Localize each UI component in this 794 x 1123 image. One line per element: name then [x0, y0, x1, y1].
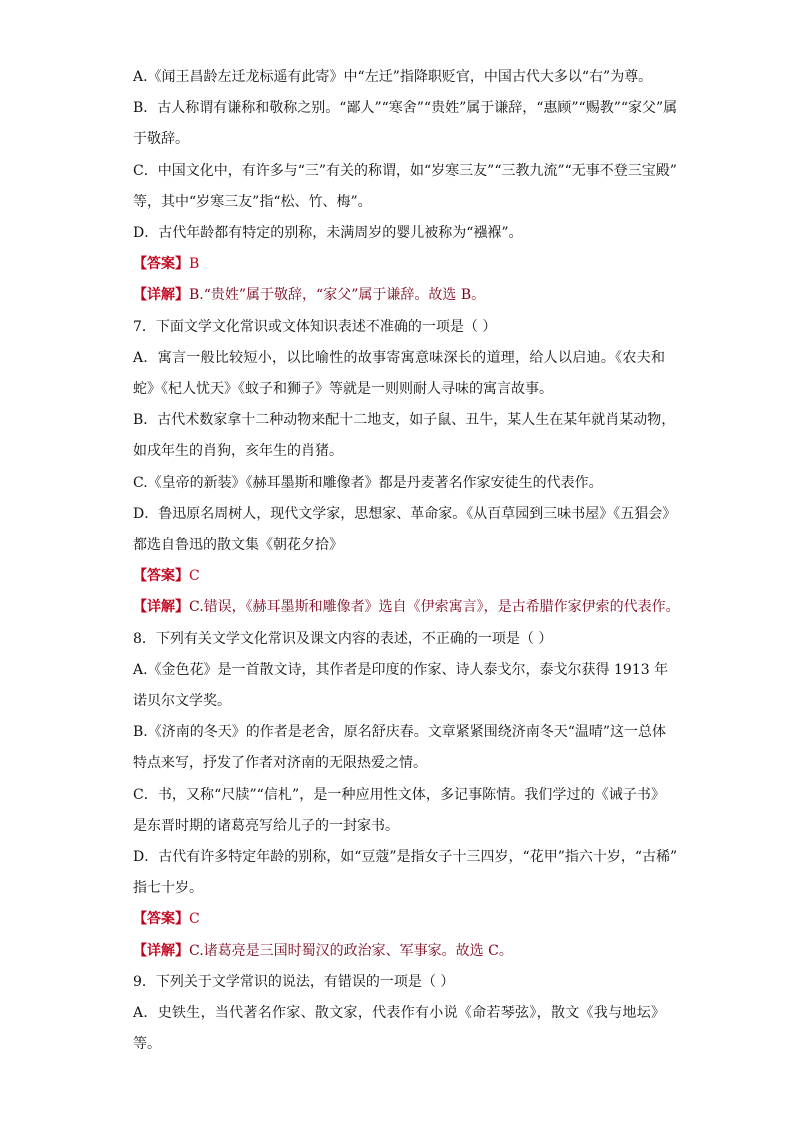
q8-option-d-line2: 指七十岁。: [133, 880, 203, 897]
q8-answer: [133, 904, 665, 935]
answer-value: B: [189, 256, 200, 273]
answer-value: C: [189, 911, 200, 928]
q6-option-b-line2: 于敬辞。: [133, 131, 189, 148]
q6-option-c-line2: 等，其中“岁寒三友”指“松、竹、梅”。: [133, 193, 372, 210]
q9-option-a-line2: 等。: [133, 1036, 161, 1053]
detail-text: C.诸葛亮是三国时蜀汉的政治家、军事家。故选 C。: [189, 942, 513, 959]
detail-label: 【详解】: [133, 287, 189, 304]
detail-text: B.“贵姓”属于敬辞，“家父”属于谦辞。故选 B。: [189, 287, 486, 304]
q7-answer: [133, 561, 665, 592]
q8-option-a-line1: A.《金色花》是一首散文诗，其作者是印度的作家、诗人泰戈尔，泰戈尔获得 1913 年: [133, 661, 669, 678]
detail-text: C.错误，《赫耳墨斯和雕像者》选自《伊索寓言》，是古希腊作家伊索的代表作。: [189, 599, 680, 616]
q7-detail: [133, 592, 680, 623]
q7-option-b-line1: B．古代术数家拿十二种动物来配十二地支，如子鼠、丑牛，某人生在某年就肖某动物，: [133, 412, 676, 429]
detail-label: 【详解】: [133, 599, 189, 616]
q8-detail: [133, 936, 665, 967]
q6-detail: [133, 280, 665, 311]
answer-label: 【答案】: [133, 911, 189, 928]
q6-option-a: A.《闻王昌龄左迁龙标遥有此寄》中“左迁”指降职贬官，中国古代大多以“右”为尊。: [133, 69, 653, 85]
q6-option-c-line1: C．中国文化中，有许多与“三”有关的称谓，如“岁寒三友”“三教九流”“无事不登三宝殿”: [133, 162, 677, 179]
q7-option-d-line1: D．鲁迅原名周树人，现代文学家，思想家、革命家。《从百草园到三味书屋》《五猖会》: [133, 505, 677, 522]
q7-option-a-line2: 蛇》《杞人忧天》《蚊子和狮子》等就是一则则耐人寻味的寓言故事。: [133, 381, 553, 398]
page-content: [133, 62, 680, 1061]
q8-option-d-line1: D．古代有许多特定年龄的别称，如“豆蔻”是指女子十三四岁，“花甲”指六十岁，“古稀”: [133, 849, 678, 866]
answer-label: 【答案】: [133, 568, 189, 585]
q7-option-c: C.《皇帝的新装》《赫耳墨斯和雕像者》都是丹麦著名作家安徒生的代表作。: [133, 474, 603, 491]
q7-option-a-line1: A．寓言一般比较短小，以比喻性的故事寄寓意味深长的道理，给人以启迪。《农夫和: [133, 349, 665, 366]
q9-stem: 9．下列关于文学常识的说法，有错误的一项是（ ）: [133, 973, 455, 990]
q8-option-b-line2: 特点来写，抒发了作者对济南的无限热爱之情。: [133, 755, 427, 772]
detail-label: 【详解】: [133, 942, 189, 959]
q8-stem: 8．下列有关文学文化常识及课文内容的表述，不正确的一项是（ ）: [133, 630, 553, 647]
q9-option-a-line1: A．史铁生，当代著名作家、散文家，代表作有小说《命若琴弦》，散文《我与地坛》: [133, 1005, 665, 1022]
q7-stem: 7．下面文学文化常识或文体知识表述不准确的一项是（ ）: [133, 318, 497, 335]
q6-option-b-line1: B．古人称谓有谦称和敬称之别。“鄙人”“寒舍”“贵姓”属于谦辞，“惠顾”“赐教”“家父”属: [133, 100, 678, 117]
answer-label: 【答案】: [133, 256, 189, 273]
q6-answer: [133, 249, 665, 280]
answer-value: C: [189, 568, 200, 585]
q6-option-d: D．古代年龄都有特定的别称，未满周岁的婴儿被称为“襁褓”。: [133, 225, 523, 242]
q8-option-c-line2: 是东晋时期的诸葛亮写给儿子的一封家书。: [133, 817, 399, 834]
q8-option-c-line1: C．书，又称“尺牍”“信札”，是一种应用性文体，多记事陈情。我们学过的《诫子书》: [133, 786, 665, 803]
q8-option-b-line1: B.《济南的冬天》的作者是老舍，原名舒庆春。文章紧紧围绕济南冬天“温晴”这一总体: [133, 724, 667, 741]
q7-option-d-line2: 都选自鲁迅的散文集《朝花夕拾》: [133, 537, 343, 554]
q7-option-b-line2: 如戌年生的肖狗，亥年生的肖猪。: [133, 443, 343, 460]
q8-option-a-line2: 诺贝尔文学奖。: [133, 693, 231, 710]
